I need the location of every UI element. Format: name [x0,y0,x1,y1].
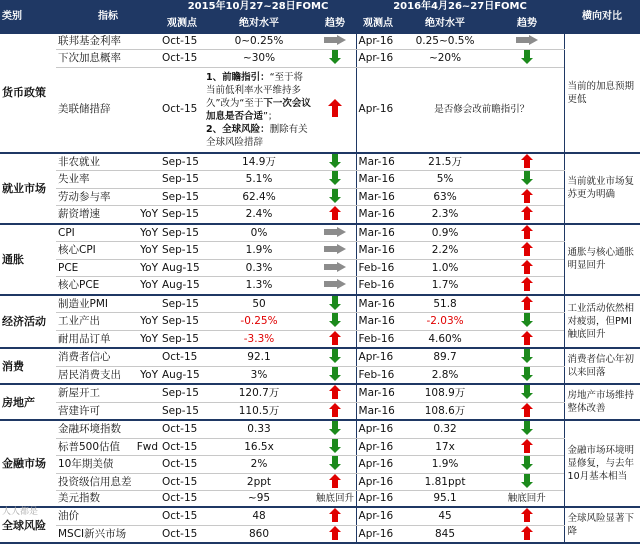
arrow-up-icon [329,526,341,540]
value-cell: 45 [400,507,490,525]
category-employment: 就业市场 [0,153,56,224]
yoy-label: YoY [140,226,158,239]
table-row [0,34,640,50]
yoy-label: YoY [140,368,158,381]
value-cell: 0.32 [400,420,490,438]
table-row [0,491,640,508]
arrow-down-icon [521,456,533,470]
date-cell: Feb-16 [356,366,400,384]
date-cell: Oct-15 [160,348,204,366]
col-date-2016: 观测点 [356,13,400,34]
indicator-name: 制造业PMI [56,295,160,313]
indicator-name: 劳动参与率 [56,188,160,206]
date-cell: Sep-15 [160,330,204,348]
indicator-label: 核心PCE [58,279,100,291]
value-cell: 4.60% [400,330,490,348]
date-cell: Apr-16 [356,438,400,456]
compare-finance: 金融市场环境明显修复，与去年10月基本相当 [564,420,640,507]
date-cell: Oct-15 [160,420,204,438]
value-cell: -2.03% [400,313,490,331]
category-global: 全球风险 [0,507,56,543]
category-inflation: 通胀 [0,224,56,295]
value-cell: 1.0% [400,259,490,277]
date-cell: Feb-16 [356,259,400,277]
value-cell: 62.4% [204,188,314,206]
arrow-down-icon [521,171,533,185]
table-row [0,384,640,402]
date-cell: Mar-16 [356,206,400,224]
statement-end: ”； [263,110,278,122]
indicator-name: 非农就业 [56,153,160,171]
table-row [0,402,640,420]
value-cell: -3.3% [204,330,314,348]
arrow-right-icon [516,35,538,45]
value-cell: 50 [204,295,314,313]
arrow-up-icon [521,508,533,522]
indicator-label: PCE [58,261,79,274]
table-row [0,50,640,68]
indicator-name [56,206,160,224]
value-cell: 2% [204,456,314,474]
indicator-name: 投资级信用息差 [56,473,160,491]
table-row [0,153,640,171]
indicator-name: MSCI新兴市场 [56,525,160,543]
table-row [0,295,640,313]
indicator-name: 新屋开工 [56,384,160,402]
table-row [0,206,640,224]
table-row [0,224,640,242]
value-cell: 16.5x [204,438,314,456]
arrow-down-icon [329,296,341,310]
arrow-down-icon [521,385,533,399]
table-row [0,313,640,331]
date-cell: Sep-15 [160,171,204,189]
indicator-label: 标普500估值 [58,440,121,453]
date-cell: Mar-16 [356,313,400,331]
col-level-2016: 绝对水平 [400,13,490,34]
date-cell: Mar-16 [356,402,400,420]
table-row [0,242,640,260]
category-housing: 房地产 [0,384,56,420]
col-indicator: 指标 [56,0,160,34]
value-cell: 0.33 [204,420,314,438]
col-compare: 横向对比 [564,0,640,34]
date-cell: Oct-15 [160,67,204,153]
table-row [0,277,640,295]
col-date-2015: 观测点 [160,13,204,34]
arrow-up-icon [521,206,533,220]
statement-question: 是否修会改前瞻指引？ [400,67,564,153]
date-cell: Mar-16 [356,384,400,402]
yoy-label: YoY [140,315,158,327]
table-row [0,67,640,153]
date-cell: Feb-16 [356,277,400,295]
value-cell: 0.25~0.5% [400,34,490,50]
trend-text: 触底回升 [314,491,356,508]
value-cell: ~20% [400,50,490,68]
value-cell: ~95 [204,491,314,508]
value-cell: 0% [204,224,314,242]
statement-bold: 下一次会议加息是否合适 [206,97,311,122]
yoy-label: YoY [140,208,158,220]
date-cell: Mar-16 [356,188,400,206]
value-cell: 5.1% [204,171,314,189]
date-cell: Sep-15 [160,242,204,260]
value-cell: 0~0.25% [204,34,314,50]
date-cell: Feb-16 [356,330,400,348]
value-cell: 120.7万 [204,384,314,402]
indicator-name [56,277,160,295]
table-row [0,259,640,277]
arrow-up-icon [329,403,341,417]
category-consumption: 消费 [0,348,56,384]
value-cell: ~30% [204,50,314,68]
watermark: 人人都是 [2,507,39,517]
date-cell: Sep-15 [160,153,204,171]
statement-text [204,67,314,153]
indicator-name: 下次加息概率 [56,50,160,68]
date-cell: Apr-16 [356,525,400,543]
compare-global: 全球风险显著下降 [564,507,640,543]
indicator-name [56,242,160,260]
table-row [0,171,640,189]
indicator-label: 工业产出 [58,315,100,327]
date-cell: Oct-15 [160,438,204,456]
arrow-up-icon [521,225,533,239]
category-monetary: 货币政策 [0,34,56,153]
compare-inflation: 通胀与核心通胀明显回升 [564,224,640,295]
indicator-name: 美联储措辞 [56,67,160,153]
statement-label: 1、前瞻指引： [206,71,270,83]
value-cell: 92.1 [204,348,314,366]
date-cell: Apr-16 [356,456,400,474]
indicator-name [56,330,160,348]
value-cell: 108.9万 [400,384,490,402]
date-cell: Apr-16 [356,491,400,508]
arrow-down-icon [329,349,341,363]
date-cell: Oct-15 [160,491,204,508]
arrow-up-icon [329,385,341,399]
value-cell: 0.9% [400,224,490,242]
statement-label: 2、全球风险： [206,123,270,135]
arrow-up-icon [521,403,533,417]
table-row [0,348,640,366]
value-cell: 48 [204,507,314,525]
indicator-name [56,438,160,456]
yoy-label: YoY [140,279,158,291]
arrow-right-icon [324,244,346,254]
col-level-2015: 绝对水平 [204,13,314,34]
value-cell: 5% [400,171,490,189]
arrow-up-icon [521,277,533,291]
arrow-down-icon [521,474,533,488]
value-cell: 89.7 [400,348,490,366]
date-cell: Oct-15 [160,456,204,474]
col-category: 类别 [0,0,56,34]
value-cell: 0.3% [204,259,314,277]
table-row [0,330,640,348]
date-cell: Sep-15 [160,206,204,224]
value-cell: 63% [400,188,490,206]
arrow-up-icon [521,242,533,256]
header-2015-fomc: 2015年10月27~28日FOMC [160,0,356,13]
arrow-up-icon [328,99,342,117]
value-cell: 2.4% [204,206,314,224]
indicator-name: 失业率 [56,171,160,189]
date-cell: Apr-16 [356,348,400,366]
indicator-name: 金融环境指数 [56,420,160,438]
yoy-label: YoY [140,332,158,345]
table-row [0,525,640,543]
value-cell: 1.9% [400,456,490,474]
date-cell: Mar-16 [356,295,400,313]
indicator-name: 油价 [56,507,160,525]
table-row [0,507,640,525]
indicator-label: 核心CPI [58,244,96,256]
indicator-name [56,366,160,384]
arrow-up-icon [329,508,341,522]
date-cell: Sep-15 [160,313,204,331]
value-cell: 1.9% [204,242,314,260]
table-row [0,473,640,491]
trend-text: 触底回升 [490,491,564,508]
date-cell: Oct-15 [160,473,204,491]
value-cell: 2.8% [400,366,490,384]
category-finance: 金融市场 [0,420,56,507]
date-cell: Oct-15 [160,34,204,50]
compare-monetary: 当前的加息预期更低 [564,34,640,153]
date-cell: Mar-16 [356,242,400,260]
arrow-down-icon [521,421,533,435]
arrow-down-icon [329,313,341,327]
indicator-label: 薪资增速 [58,208,100,220]
value-cell: 14.9万 [204,153,314,171]
date-cell: Sep-15 [160,224,204,242]
arrow-up-icon [329,206,341,220]
indicator-name [56,313,160,331]
statement-text-2: 删除有关全球风险措辞 [206,123,308,148]
date-cell: Apr-16 [356,34,400,50]
yoy-label: YoY [140,261,158,274]
indicator-name: 10年期美债 [56,456,160,474]
arrow-down-icon [329,171,341,185]
arrow-down-icon [329,189,341,203]
table-row [0,438,640,456]
arrow-down-icon [521,367,533,381]
date-cell: Aug-15 [160,259,204,277]
date-cell: Aug-15 [160,366,204,384]
header-2016-fomc: 2016年4月26~27日FOMC [356,0,564,13]
arrow-down-icon [329,154,341,168]
value-cell: 845 [400,525,490,543]
arrow-down-icon [521,349,533,363]
arrow-right-icon [324,227,346,237]
table-row [0,420,640,438]
statement-text-1: “至于将当前低利率水平维持多久”改为“至于 [206,71,304,109]
compare-consumption: 消费者信心年初以来回落 [564,348,640,384]
date-cell: Oct-15 [160,50,204,68]
value-cell: 17x [400,438,490,456]
arrow-down-icon [521,313,533,327]
arrow-up-icon [521,439,533,453]
date-cell: Sep-15 [160,402,204,420]
value-cell: 1.7% [400,277,490,295]
arrow-up-icon [521,189,533,203]
arrow-up-icon [521,526,533,540]
arrow-right-icon [324,35,346,45]
table-row [0,456,640,474]
arrow-up-icon [521,331,533,345]
date-cell: Mar-16 [356,224,400,242]
value-cell: 1.81ppt [400,473,490,491]
value-cell: 3% [204,366,314,384]
date-cell: Aug-15 [160,277,204,295]
yoy-label: YoY [140,244,158,256]
col-trend-2016: 趋势 [490,13,564,34]
date-cell: Apr-16 [356,507,400,525]
table-row [0,366,640,384]
col-trend-2015: 趋势 [314,13,356,34]
indicator-name [56,224,160,242]
compare-housing: 房地产市场维持整体改善 [564,384,640,420]
value-cell: -0.25% [204,313,314,331]
arrow-right-icon [324,262,346,272]
date-cell: Apr-16 [356,420,400,438]
arrow-up-icon [329,474,341,488]
date-cell: Oct-15 [160,525,204,543]
arrow-down-icon [329,456,341,470]
value-cell: 95.1 [400,491,490,508]
date-cell: Apr-16 [356,473,400,491]
fwd-label: Fwd [136,440,158,453]
value-cell: 108.6万 [400,402,490,420]
value-cell: 51.8 [400,295,490,313]
arrow-up-icon [521,154,533,168]
table-row [0,188,640,206]
arrow-right-icon [324,279,346,289]
compare-employment: 当前就业市场复苏更为明确 [564,153,640,224]
compare-economy: 工业活动依然相对疲弱，但PMI触底回升 [564,295,640,349]
value-cell: 21.5万 [400,153,490,171]
arrow-down-icon [329,439,341,453]
arrow-up-icon [521,296,533,310]
value-cell: 2ppt [204,473,314,491]
date-cell: Sep-15 [160,295,204,313]
indicator-label: 居民消费支出 [58,368,121,381]
value-cell: 1.3% [204,277,314,295]
indicator-name: 联邦基金利率 [56,34,160,50]
date-cell: Oct-15 [160,507,204,525]
arrow-up-icon [521,260,533,274]
arrow-up-icon [329,331,341,345]
indicator-label: 耐用品订单 [58,332,111,345]
value-cell: 2.3% [400,206,490,224]
date-cell: Sep-15 [160,384,204,402]
date-cell: Apr-16 [356,67,400,153]
date-cell: Sep-15 [160,188,204,206]
category-economy: 经济活动 [0,295,56,349]
arrow-down-icon [329,50,341,64]
arrow-down-icon [329,367,341,381]
indicator-name: 营建许可 [56,402,160,420]
indicator-name: 美元指数 [56,491,160,508]
indicator-name: 消费者信心 [56,348,160,366]
value-cell: 2.2% [400,242,490,260]
indicator-label: CPI [58,226,75,239]
date-cell: Apr-16 [356,50,400,68]
arrow-down-icon [521,50,533,64]
indicator-name [56,259,160,277]
date-cell: Mar-16 [356,171,400,189]
arrow-down-icon [329,421,341,435]
value-cell: 860 [204,525,314,543]
value-cell: 110.5万 [204,402,314,420]
date-cell: Mar-16 [356,153,400,171]
